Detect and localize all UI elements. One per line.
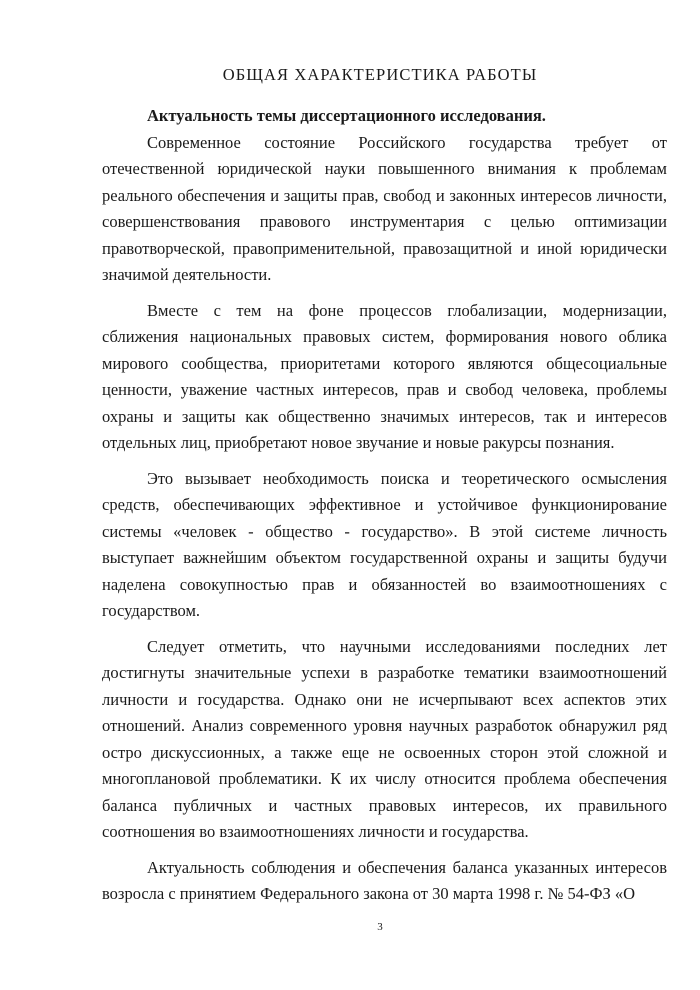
paragraph-4: Следует отметить, что научными исследованиями последних лет достигнуты значительные успехи в разработке тематики взаимоотношений личности и государства. Однако они не исчерпывают всех аспектов этих отношений. Анализ современного уровня научных разработок обнаружил ряд остро дискуссионных, а также еще не освоенных сторон этой сложной и многоплановой проблематики. К их числу относится проблема обеспечения баланса публичных и частных правовых интересов, их правильного соотношения во взаимоотношениях личности и государства. (102, 636, 667, 841)
paragraph-3: Это вызывает необходимость поиска и теоретического осмысления средств, обеспечивающих эффективное и устойчивое функционирование системы «человек - общество - государство». В этой системе личность выступает важнейшим объектом государственной охраны и защиты будучи наделена совокупностью прав и обязанностей во взаимоотношениях с государством. (102, 468, 667, 620)
paragraph-5: Актуальность соблюдения и обеспечения баланса указанных интересов возросла с принятием Федерального закона от 30 марта 1998 г. № 54-ФЗ «О (102, 857, 667, 903)
paragraph-1: Современное состояние Российского государства требует от отечественной юридической науки повышенного внимания к проблемам реального обеспечения и защиты прав, свобод и законных интересов личности, совершенствования правового инструментария с целью оптимизации правотворческой, правоприменительной, правозащитной и иной юридически значимой деятельности. (102, 132, 667, 284)
document-title: ОБЩАЯ ХАРАКТЕРИСТИКА РАБОТЫ (222, 65, 538, 84)
document-body (102, 103, 667, 908)
section-heading: Актуальность темы диссертационного исследования. (147, 106, 546, 125)
paragraph-2: Вместе с тем на фоне процессов глобализации, модернизации, сближения национальных правовых систем, формирования нового облика мирового сообщества, приоритетами которого являются общесоциальные ценности, уважение частных интересов, прав и свобод человека, проблемы охраны и защиты как общественно значимых интересов, так и интересов отдельных лиц, приобретают новое звучание и новые ракурсы познания. (102, 300, 667, 452)
page-number: 3 (377, 921, 383, 933)
